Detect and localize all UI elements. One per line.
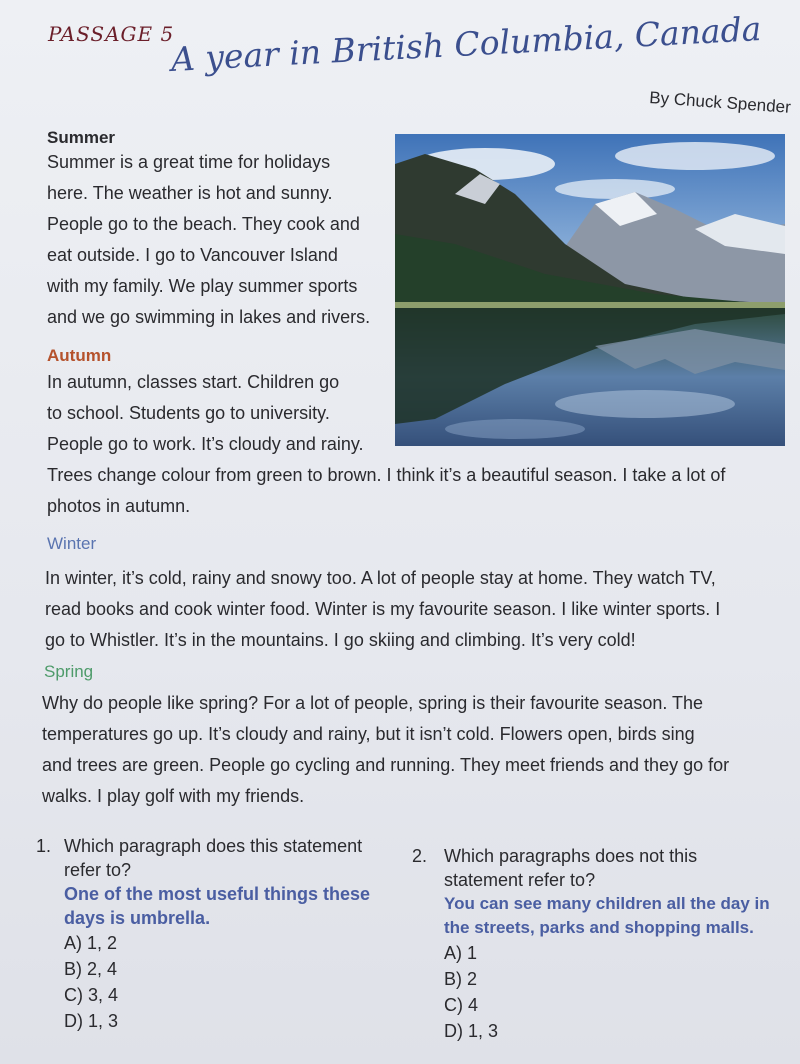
summer-line: here. The weather is hot and sunny. xyxy=(47,183,333,203)
question-statement-line: the streets, parks and shopping malls. xyxy=(444,918,754,937)
spring-line: temperatures go up. It’s cloudy and rainy, but it isn’t cold. Flowers open, birds sing xyxy=(42,724,695,744)
heading-autumn: Autumn xyxy=(47,346,112,365)
autumn-line: People go to work. It’s cloudy and rainy. xyxy=(47,434,364,454)
page-title: A year in British Columbia, Canada xyxy=(170,9,763,79)
passage-label: PASSAGE 5 xyxy=(48,22,175,46)
answer-option[interactable]: C) 4 xyxy=(444,995,479,1015)
answer-option[interactable]: C) 3, 4 xyxy=(64,985,119,1005)
question-prompt-line: Which paragraph does this statement xyxy=(64,836,363,856)
summer-line: and we go swimming in lakes and rivers. xyxy=(47,307,371,327)
question-2 xyxy=(412,844,792,1044)
spring-line: Why do people like spring? For a lot of people, spring is their favourite season. The xyxy=(42,693,704,713)
question-prompt-line: Which paragraphs does not this xyxy=(444,846,698,866)
heading-winter: Winter xyxy=(47,534,97,553)
question-prompt-line: statement refer to? xyxy=(444,870,596,890)
summer-paragraph xyxy=(47,147,370,333)
question-statement-line: One of the most useful things these xyxy=(64,884,371,904)
question-number: 2. xyxy=(412,846,428,866)
spring-paragraph xyxy=(42,688,729,812)
autumn-line: photos in autumn. xyxy=(47,496,191,516)
question-statement-line: days is umbrella. xyxy=(64,908,211,928)
winter-line: go to Whistler. It’s in the mountains. I go skiing and climbing. It’s very cold! xyxy=(45,630,636,650)
spring-line: and trees are green. People go cycling and running. They meet friends and they go for xyxy=(42,755,730,775)
question-prompt-line: refer to? xyxy=(64,860,132,880)
answer-option[interactable]: B) 2 xyxy=(444,969,478,989)
answer-option[interactable]: D) 1, 3 xyxy=(444,1021,499,1041)
heading-summer: Summer xyxy=(47,128,116,147)
winter-line: In winter, it’s cold, rainy and snowy too. A lot of people stay at home. They watch TV, xyxy=(45,568,716,588)
question-statement-line: You can see many children all the day in xyxy=(444,894,770,913)
summer-line: Summer is a great time for holidays xyxy=(47,152,331,172)
autumn-line: Trees change colour from green to brown. I think it’s a beautiful season. I take a lot of xyxy=(47,465,726,485)
answer-option[interactable]: B) 2, 4 xyxy=(64,959,118,979)
autumn-line: In autumn, classes start. Children go xyxy=(47,372,340,392)
heading-spring: Spring xyxy=(44,662,94,681)
answer-option[interactable]: A) 1, 2 xyxy=(64,933,118,953)
summer-line: eat outside. I go to Vancouver Island xyxy=(47,245,338,265)
answer-option[interactable]: A) 1 xyxy=(444,943,478,963)
summer-line: People go to the beach. They cook and xyxy=(47,214,360,234)
question-number: 1. xyxy=(36,836,52,856)
autumn-line: to school. Students go to university. xyxy=(47,403,330,423)
question-1 xyxy=(36,834,406,1034)
autumn-paragraph xyxy=(47,367,725,522)
winter-line: read books and cook winter food. Winter is my favourite season. I like winter sports. I xyxy=(45,599,721,619)
spring-line: walks. I play golf with my friends. xyxy=(42,786,305,806)
answer-option[interactable]: D) 1, 3 xyxy=(64,1011,119,1031)
author-byline: By Chuck Spender xyxy=(648,88,792,117)
summer-line: with my family. We play summer sports xyxy=(47,276,358,296)
winter-paragraph xyxy=(45,563,720,656)
